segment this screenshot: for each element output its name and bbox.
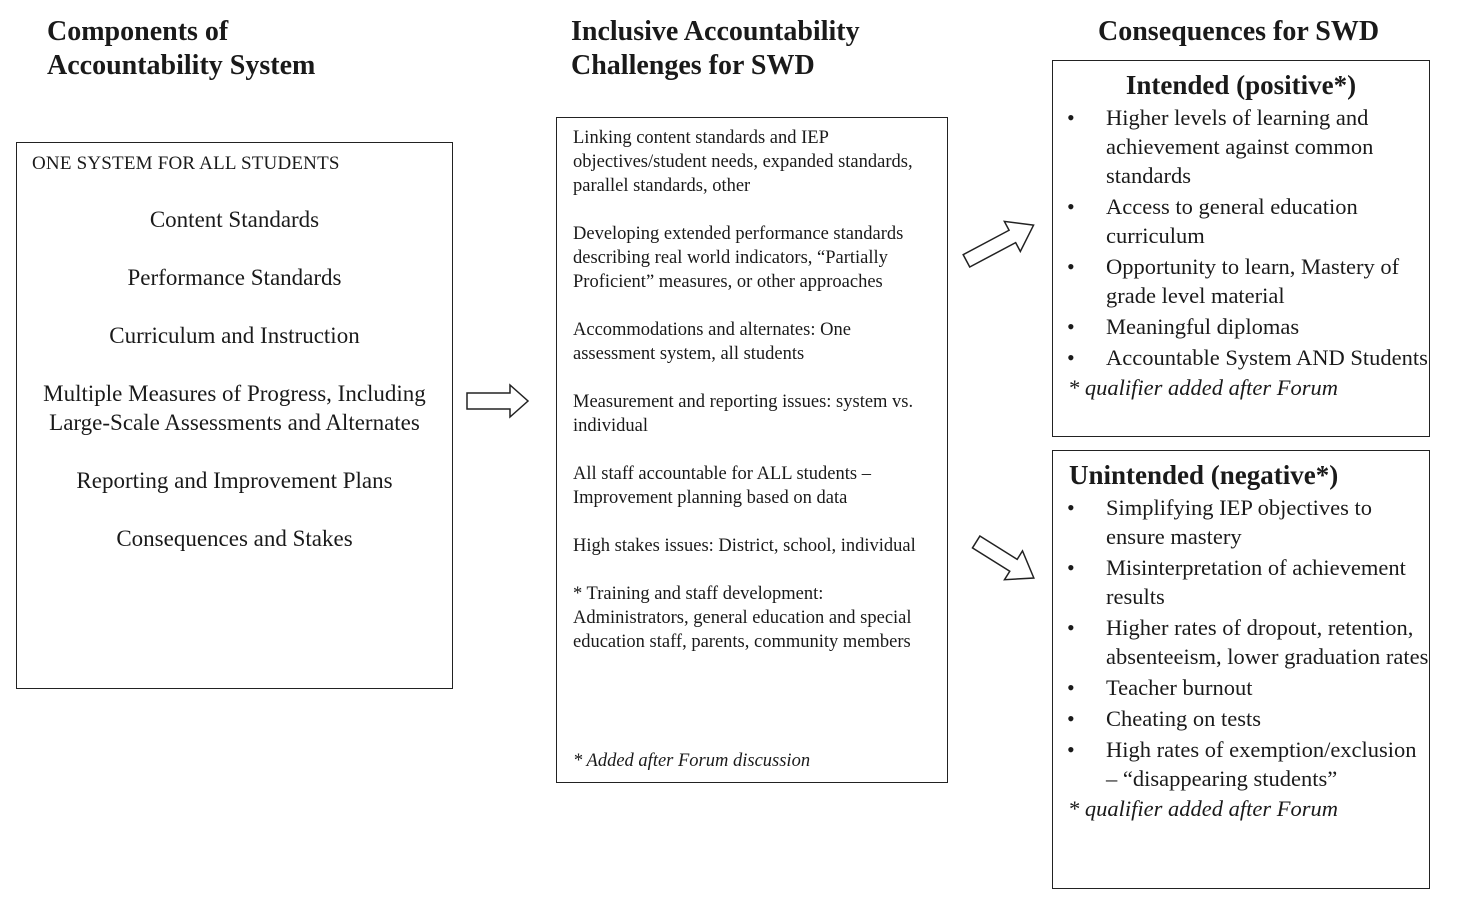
unintended-item-text: Cheating on tests <box>1106 706 1261 731</box>
bullet-icon: • <box>1067 194 1075 219</box>
intended-list <box>1053 103 1429 372</box>
left-heading-line-1: Components of <box>47 16 229 47</box>
intended-qualifier: * qualifier added after Forum <box>1068 375 1338 400</box>
unintended-list <box>1053 493 1429 793</box>
bullet-icon: • <box>1067 706 1075 731</box>
intended-consequences-box <box>1052 60 1430 437</box>
challenge-item: Accommodations and alternates: One assessment system, all students <box>573 320 851 364</box>
bullet-icon: • <box>1067 675 1075 700</box>
bullet-icon: • <box>1067 615 1075 640</box>
bullet-icon: • <box>1067 737 1075 762</box>
list-item <box>1053 343 1429 372</box>
list-item <box>1053 103 1429 190</box>
unintended-consequences-box <box>1052 450 1430 889</box>
left-heading-line-2: Accountability System <box>47 50 316 81</box>
challenge-item: High stakes issues: District, school, individual <box>573 536 916 556</box>
component-item: Reporting and Improvement Plans <box>76 468 393 493</box>
challenge-item: * Training and staff development: Administrators, general education and special education staff, parents, community members <box>573 584 912 652</box>
middle-column-heading <box>571 15 860 83</box>
forum-note: * Added after Forum discussion <box>573 751 811 771</box>
unintended-qualifier: * qualifier added after Forum <box>1068 796 1338 821</box>
list-item <box>1053 493 1429 551</box>
list-item <box>1053 252 1429 310</box>
system-label: ONE SYSTEM FOR ALL STUDENTS <box>32 153 340 174</box>
unintended-item-text: Misinterpretation of achievement results <box>1106 555 1406 609</box>
unintended-item-text: Teacher burnout <box>1106 675 1253 700</box>
right-arrow-icon <box>466 383 530 419</box>
unintended-item-text: Simplifying IEP objectives to ensure mastery <box>1106 495 1373 549</box>
intended-item-text: Opportunity to learn, Mastery of grade level material <box>1106 254 1400 308</box>
challenges-list <box>573 126 933 678</box>
components-box <box>16 142 453 689</box>
middle-heading-line-2: Challenges for SWD <box>571 50 815 81</box>
bullet-icon: • <box>1067 254 1075 279</box>
challenges-box <box>556 117 948 783</box>
intended-item-text: Higher levels of learning and achievement against common standards <box>1106 105 1374 188</box>
intended-title: Intended (positive*) <box>1125 70 1357 100</box>
unintended-title: Unintended (negative*) <box>1069 460 1339 490</box>
right-column-heading: Consequences for SWD <box>1098 16 1380 47</box>
intended-item-text: Accountable System AND Students <box>1106 345 1428 370</box>
intended-item-text: Access to general education curriculum <box>1106 194 1358 248</box>
challenge-item: All staff accountable for ALL students – Improvement planning based on data <box>573 464 871 508</box>
component-item: Curriculum and Instruction <box>109 323 360 348</box>
left-column-heading <box>47 15 315 83</box>
list-item <box>1053 704 1429 733</box>
bullet-icon: • <box>1067 105 1075 130</box>
bullet-icon: • <box>1067 345 1075 370</box>
component-item: Multiple Measures of Progress, Including Large-Scale Assessments and Alternates <box>43 381 426 435</box>
list-item <box>1053 312 1429 341</box>
component-item: Consequences and Stakes <box>116 526 353 551</box>
down-right-arrow-icon <box>970 530 1040 590</box>
list-item <box>1053 192 1429 250</box>
component-item: Content Standards <box>149 207 320 232</box>
up-right-arrow-icon <box>960 213 1040 273</box>
unintended-item-text: High rates of exemption/exclusion – “disappearing students” <box>1106 737 1417 791</box>
list-item <box>1053 553 1429 611</box>
bullet-icon: • <box>1067 314 1075 339</box>
list-item <box>1053 735 1429 793</box>
challenge-item: Measurement and reporting issues: system vs. individual <box>573 392 914 436</box>
middle-heading-line-1: Inclusive Accountability <box>571 16 860 47</box>
challenge-item: Developing extended performance standards describing real world indicators, “Partially Proficient” measures, or other approaches <box>573 224 904 292</box>
component-item: Performance Standards <box>127 265 342 290</box>
bullet-icon: • <box>1067 555 1075 580</box>
list-item <box>1053 613 1429 671</box>
list-item <box>1053 673 1429 702</box>
bullet-icon: • <box>1067 495 1075 520</box>
unintended-item-text: Higher rates of dropout, retention, absenteeism, lower graduation rates <box>1106 615 1429 669</box>
challenge-item: Linking content standards and IEP objectives/student needs, expanded standards, parallel standards, other <box>573 128 913 196</box>
intended-item-text: Meaningful diplomas <box>1106 314 1300 339</box>
components-list <box>17 205 452 582</box>
